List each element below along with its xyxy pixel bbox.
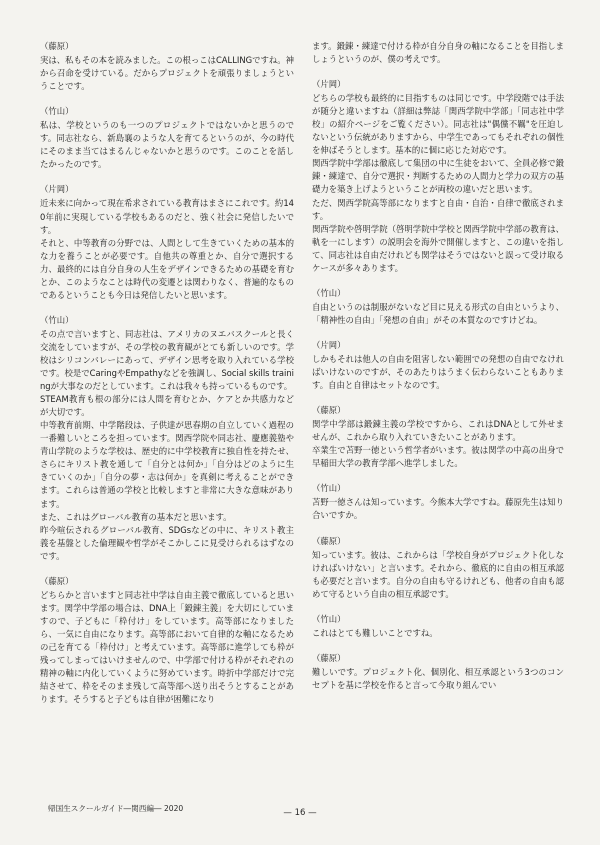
dialogue-block bbox=[312, 223, 564, 275]
dialogue-text: 自由というのは制服がないなど目に見える形式の自由というより、「精神性の自由」「発想の自由」がその本質なのですけどね。 bbox=[312, 301, 564, 325]
dialogue-text: どちらかと言いますと同志社中学は自由主義で徹底していると思います。関学中学部の場合は、DNA上「鍛錬主義」を大切にしていますので、子どもに「枠付け」をしています。高等部になりましたら、一気に自由になります。高等部において自律的な軸になるための己を育てる「枠付け」と考えています。高等部に進学しても枠が残ってしまってはいけませんので、中学部で付ける枠がそれぞれの精神の軸に内化していくように努めています。時折中学部だけで完結させて、枠をそのまま残して高等部へ送り出そうとすることがあります。そうすると子どもは自律が困難になり bbox=[40, 589, 294, 705]
dialogue-text: しかもそれは他人の自由を阻害しない範囲での発想の自由でなければいけないのですが、そのあたりはうまく伝わらないこともあります。自由と自律はセットなのです。 bbox=[312, 353, 564, 391]
dialogue-text: 私は、学校というのも一つのプロジェクトではないかと思うのです。同志社なら、新島襄のような人を育てるというのが、今の時代にそのまま当てはまるんじゃないかと思うのです。このことを話したかったのです。 bbox=[40, 120, 294, 170]
speaker-label: （藤原） bbox=[312, 405, 346, 416]
dialogue-text: 昨今喧伝されるグローバル教育、SDGsなどの中に、キリスト教主義を基盤とした倫理観や哲学がそこかしこに見受けられるはずなのです。 bbox=[40, 524, 294, 561]
dialogue-block bbox=[312, 404, 564, 444]
speaker-label: （竹山） bbox=[40, 314, 74, 325]
dialogue-text: 中等教育前期、中学階段は、子供達が思春期の自立していく過程の一番難しいところを担っています。関西学院や同志社、慶應義塾や青山学院のような学校は、歴史的に中学校教育に独自性を持たせ、さらにキリスト教を通して「自分とは何か」「自分はどのように生きていくのか」「自分の夢・志は何か」を真剣に考えることができます。これらは普通の学校と比較しますと非常に大きな意味があります。 bbox=[40, 420, 294, 509]
dialogue-block bbox=[40, 314, 294, 393]
dialogue-block bbox=[312, 652, 564, 692]
dialogue-block bbox=[312, 535, 564, 601]
speaker-label: （藤原） bbox=[312, 652, 346, 663]
dialogue-text: どちらの学校も最終的に目指すものは同じです。中学段階では手法が随分と違いますね（詳細は弊誌「関西学院中学部」「同志社中学校」の紹介ページをご覧ください）。同志社は"偶儻不羈"を圧迫しないという伝統がありますから、中学生であってもそれぞれの個性を伸ばそうとします。基本的に個に応じた対応です。 bbox=[312, 93, 564, 156]
dialogue-text: ます。鍛錬・練達で付ける枠が自分自身の軸になることを目指しましょうというのが、僕の考えです。 bbox=[312, 41, 564, 65]
guide-title: 帰国生スクールガイド―関西編― 2020 bbox=[48, 804, 184, 813]
dialogue-text: 近未来に向かって現在希求されている教育はまさにこれです。約140年前に実現している学校もあるのだと、強く社会に発信したいです。 bbox=[40, 198, 294, 235]
dialogue-block bbox=[40, 105, 294, 171]
dialogue-text: ただ、関西学院高等部になりますと自由・自治・自律で徹底されます。 bbox=[312, 197, 564, 221]
page-number: — 16 — bbox=[283, 808, 317, 818]
dialogue-text: 卒業生で苫野一徳という哲学者がいます。彼は関学の中高の出身で早稲田大学の教育学部へ進学しました。 bbox=[312, 445, 564, 469]
dialogue-text: 実は、私もその本を読みました。この根っこはCALLINGですね。神から召命を受けている。だからプロジェクトを頑張りましょうということです。 bbox=[40, 55, 294, 92]
dialogue-text: 苫野一徳さんは知っています。今熊本大学ですね。藤原先生は知り合いですか。 bbox=[312, 497, 564, 521]
dialogue-block bbox=[312, 444, 564, 470]
dialogue-block bbox=[40, 183, 294, 236]
dialogue-block bbox=[40, 393, 294, 419]
dialogue-block bbox=[40, 40, 294, 93]
dialogue-block bbox=[312, 287, 564, 327]
dialogue-block bbox=[40, 237, 294, 302]
dialogue-block bbox=[312, 482, 564, 522]
dialogue-block bbox=[312, 40, 564, 66]
dialogue-block bbox=[312, 197, 564, 223]
speaker-label: （竹山） bbox=[312, 483, 346, 494]
dialogue-block bbox=[312, 78, 564, 157]
speaker-label: （藤原） bbox=[312, 535, 346, 546]
dialogue-text: これはとても難しいことですね。 bbox=[312, 627, 438, 638]
dialogue-text: 難しいです。プロジェクト化、個別化、相互承認という3つのコンセプトを基に学校を作ると言って今取り組んでい bbox=[312, 666, 564, 690]
speaker-label: （竹山） bbox=[312, 287, 346, 298]
speaker-label: （片岡） bbox=[312, 79, 346, 90]
dialogue-text: 関西学院や啓明学院（啓明学院中学校と関西学院中学部の教育は、軌を一にします）の説明会を海外で開催しますと、この違いを指して、同志社は自由だけれども関学はそうではないと誤って受け取るケースが多々あります。 bbox=[312, 223, 564, 273]
speaker-label: （竹山） bbox=[40, 106, 74, 117]
dialogue-text: それと、中等教育の分野では、人間として生きていくための基本的な力を養うことが必要です。自他共の尊重とか、自分で選択する力、最終的には自分自身の人生をデザインできるための基礎を育むとか、このようなことは時代の変遷とは関わりなく、普遍的なものであるということも今日は発信したいと思います。 bbox=[40, 237, 294, 300]
dialogue-text: 関西学院中学部は徹底して集団の中に生徒をおいて、全員必修で鍛錬・練達で、自分で選択・判断するための人間力と学力の双方の基礎力を築き上げようということが両校の違いだと思います。 bbox=[312, 158, 564, 195]
dialogue-block bbox=[312, 339, 564, 392]
dialogue-text: その点で言いますと、同志社は、アメリカのヌエバスクールと長く交流をしていますが、その学校の教育観がとても新しいのです。学校はシリコンバレーにあって、デザイン思考を取り入れている学校です。校是でCaringやEmpathyなどを強調し、Social skills trainingが大事なのだとしています。これは我々も持っているものです。 bbox=[40, 328, 294, 392]
right-column bbox=[312, 40, 564, 704]
speaker-label: （片岡） bbox=[312, 339, 346, 350]
dialogue-text: STEAM教育も根の部分には人間を育むとか、ケアとか共感力などが大切です。 bbox=[40, 394, 294, 418]
dialogue-block bbox=[312, 613, 564, 640]
dialogue-text: 関学中学部は鍛錬主義の学校ですから、これはDNAとして外せませんが、これから取り入れていきたいことがあります。 bbox=[312, 419, 564, 443]
speaker-label: （藤原） bbox=[40, 41, 74, 51]
speaker-label: （竹山） bbox=[312, 613, 346, 624]
dialogue-text: また、これはグローバル教育の基本だと思います。 bbox=[40, 511, 232, 522]
dialogue-block bbox=[312, 157, 564, 196]
dialogue-text: 知っています。彼は、これからは「学校自身がプロジェクト化しなければいけない」と言います。それから、徹底的に自由の相互承認も必要だと言います。自分の自由も守るけれども、他者の自由も認めて守るという自由の相互承認です。 bbox=[312, 549, 564, 599]
left-column bbox=[40, 40, 294, 718]
speaker-label: （片岡） bbox=[40, 184, 74, 195]
dialogue-block bbox=[40, 511, 294, 524]
dialogue-block bbox=[40, 524, 294, 563]
dialogue-block bbox=[40, 419, 294, 510]
speaker-label: （藤原） bbox=[40, 575, 74, 586]
dialogue-block bbox=[40, 575, 294, 706]
